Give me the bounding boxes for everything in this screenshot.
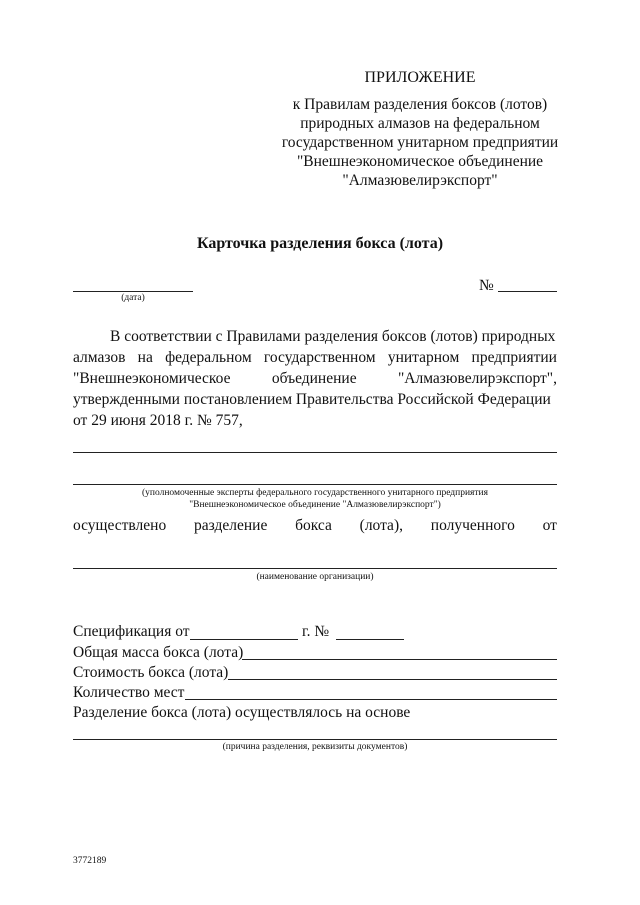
- org-line: [73, 568, 557, 569]
- word: унитарном: [387, 349, 460, 366]
- word: разделение: [194, 517, 268, 534]
- appendix-line-4: "Внешнеэкономическое объединение: [296, 153, 544, 170]
- word: (лота),: [359, 517, 403, 534]
- experts-line-2: [73, 484, 557, 485]
- word: от: [542, 517, 557, 534]
- spec-date-line: [190, 639, 298, 640]
- org-caption: (наименование организации): [256, 572, 374, 582]
- reason-caption: (причина разделения, реквизиты документов): [222, 742, 408, 752]
- appendix-line-3: государственном унитарном предприятии: [281, 134, 559, 151]
- paragraph-line-5: от 29 июня 2018 г. № 757,: [73, 412, 243, 429]
- word: федеральном: [165, 349, 252, 366]
- paragraph-line-3: [73, 370, 557, 388]
- appendix-line-1: к Правилам разделения боксов (лотов): [292, 96, 548, 113]
- total-mass-label: Общая масса бокса (лота): [73, 644, 244, 661]
- spec-label: Спецификация от: [73, 623, 190, 640]
- card-title: Карточка разделения бокса (лота): [196, 235, 444, 252]
- appendix-title: ПРИЛОЖЕНИЕ: [364, 69, 476, 86]
- cost-label: Стоимость бокса (лота): [73, 664, 229, 681]
- paragraph-line-4: утвержденными постановлением Правительства Российской Федерации: [73, 391, 551, 408]
- experts-line-1: [73, 452, 557, 453]
- places-line: [185, 699, 557, 700]
- appendix-line-2: природных алмазов на федеральном: [300, 115, 540, 132]
- doc-number: 3772189: [73, 856, 107, 866]
- word: алмазов: [73, 349, 126, 366]
- word: полученного: [430, 517, 515, 534]
- appendix-line-5: "Алмазювелирэкспорт": [342, 172, 498, 189]
- word: объединение: [271, 370, 357, 387]
- spec-number-line: [336, 639, 404, 640]
- word: государственном: [263, 349, 376, 366]
- places-label: Количество мест: [73, 684, 185, 701]
- basis-line: [73, 739, 557, 740]
- cost-line: [228, 679, 557, 680]
- paragraph-line-1: В соответствии с Правилами разделения боксов (лотов) природных: [110, 328, 556, 345]
- paragraph-line-2: [73, 349, 557, 367]
- word: бокса: [295, 517, 332, 534]
- date-line: [73, 291, 193, 292]
- word: на: [137, 349, 153, 366]
- word: осуществлено: [73, 517, 167, 534]
- experts-caption-1: (уполномоченные эксперты федерального государственного унитарного предприятия: [141, 488, 489, 498]
- experts-caption-2: "Внешнеэкономическое объединение "Алмазювелирэкспорт"): [189, 500, 441, 510]
- number-label: №: [479, 277, 494, 294]
- total-mass-line: [242, 659, 557, 660]
- performed-line: [73, 517, 557, 535]
- date-caption: (дата): [121, 293, 145, 303]
- word: "Алмазювелирэкспорт",: [397, 370, 557, 387]
- spec-number-label: г. №: [302, 623, 330, 640]
- word: предприятии: [471, 349, 557, 366]
- basis-label: Разделение бокса (лота) осуществлялось на основе: [73, 704, 411, 721]
- number-line: [498, 291, 557, 292]
- word: "Внешнеэкономическое: [73, 370, 231, 387]
